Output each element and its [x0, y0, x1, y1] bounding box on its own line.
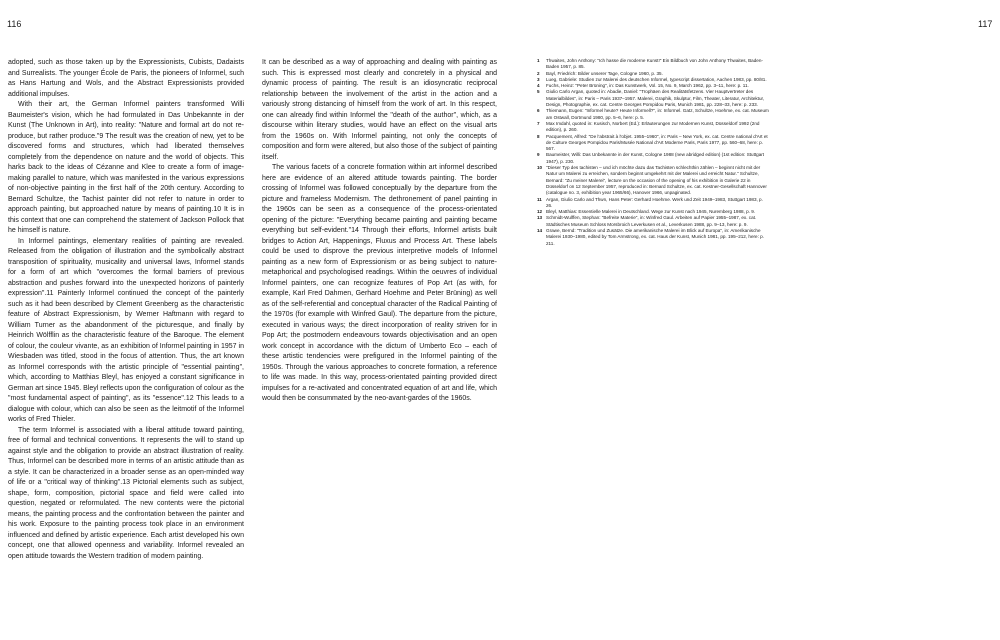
footnote-text: Thwaites, John Anthony: "Ich hasse die moderne Kunst!" Ein Bildbuch von John Anthony Thwaites, Baden-Baden 1957, p. 85. [546, 58, 763, 70]
footnote-text: Max Imdahl, quoted in: Kusisch, Norbert (Ed.): Erläuterungen zur Modernen Kunst, Düsseldorf 1992 (2nd edition), p. 260. [546, 120, 760, 133]
paragraph: In Informel paintings, elementary realities of painting are revealed. Released from the obligation of illustration and the symbolically abstract transposition of spirituality, musicality and universal laws, Informel stands for a form of art which "overcomes the formal barriers of previous abstraction and pushes forward into the unexpected horizons of painterly expression".11 Painterly Informel continued the concept of the painterly such as it had been described by Clement Greenberg as the characteristic feature of Abstract Expressionism, by Werner Haftmann with regard to William Turner as the abandonment of the picturesque, and finally by Heinrich Wölfflin as the characteristic feature of the Baroque. The element of colour, the couleur vivante, as an exhibition of Informel painting in 1957 in Wiesbaden was titled, stood in the focus of attention. Thus, the art known as Informel corresponds with the artistic principle of "essential painting", which, according to Matthias Bleyl, has enjoyed a constant significance in German art since 1945. Bleyl reflects upon the configuration of colour as the "most fundamental aspect of painting", as its "essence".12 This leads to a dialogue with colour, which can also be seen as the leitmotif of the Informel works of Fred Thieler. [8, 237, 244, 423]
footnote-number: 11 [537, 196, 542, 202]
footnote [537, 228, 769, 247]
footnote [537, 108, 769, 121]
footnote-text: Schmidt-Wulffen, Stephan: "Befreite Materie", in: Winfred Gaul. Arbeiten auf Papier 1955–1987, ex. cat. Städtisches Museum Schloss Morsbroich Leverkusen et al., Leverkusen 1988, pp. 9–13, here: p. 9. [546, 215, 757, 227]
footnote-number: 9 [537, 152, 540, 158]
footnote-text: Bleyl, Matthias: Essentielle Malerei in Deutschland. Wege zur Kunst nach 1945, Nuremberg 1988, p. 9. [546, 209, 756, 215]
footnote-number: 6 [537, 108, 540, 114]
footnote-number: 10 [537, 165, 543, 171]
paragraph: adopted, such as those taken up by the Expressionists, Cubists, Dadaists and Surrealists. The younger École de Paris, the pioneers of Informel, such as Hans Hartung and Wols, and the Abstract Expressionists provided additional impulses. [8, 59, 244, 98]
footnote-number: 8 [537, 133, 540, 139]
footnote-number: 7 [537, 120, 540, 126]
footnote [537, 165, 769, 196]
footnote [537, 89, 769, 108]
footnote-text: Bayl, Friedrich: Bilder unserer Tage, Cologne 1960, p. 35. [546, 70, 663, 76]
text-column-middle [262, 58, 497, 405]
footnote-text: Baumeister, Willi: Das Unbekannte in der Kunst, Cologne 1988 (new abridged edition) (1st edition: Stuttgart 1947), p. 230. [546, 152, 765, 164]
footnote [537, 58, 769, 71]
footnote-number: 2 [537, 70, 540, 76]
footnote [537, 152, 769, 165]
footnotes [537, 58, 769, 247]
footnote-number: 12 [537, 209, 543, 215]
paragraph: It can be described as a way of approaching and dealing with painting as such. This is expressed most clearly and concretely in a physical and dynamic process of painting. The result is an idiosyncratic reciprocal relationship between the involvement of the artist in the action and a variously strong distancing of himself from the work of art. In this respect, one can already find within Informel the "death of the author", which, as a discourse within literary studies, would have an effect on the visual arts from the 1960s on. With Informel painting, not only the concepts of composition and form were altered, but also those of the subject of painting itself. [262, 59, 497, 161]
footnote-number: 4 [537, 83, 540, 89]
footnote [537, 215, 769, 228]
footnote-text: Fuchs, Heinz: "Peter Brüning", in: Das Kunstwerk, Vol. 15, No. 9, March 1962, pp. 3–11, here: p. 11. [546, 83, 749, 89]
page-number-right: 117 [978, 19, 993, 29]
footnote-text: "Dieser Typ des tachisten – und ich möchte dazu das Tachisten schlechthin zählen – beginnt nicht mit der Natur um Malerei zu erreichen, sondern beginnt umgekehrt mit der Malerei und erreicht Natur." Schultze, Bernard: "Zu meiner Malerei", lecture on the occasion of the opening of his exhibition in Galerie 22 in Düsseldorf on 12 September 1957, reproduced in: Bernard Schultze, ex. cat. Kestner-Gesellschaft Hannover (catalogue no. 3, exhibition year 1965/66), Hanover 1966, unpaginated. [546, 165, 767, 196]
footnote-text: Pacquement, Alfred: "De l'abstrait à l'objet. 1955–1960", in: Paris – New York, ex. cat. Centre national d'Art et de Culture Georges Pompidou Paris/Musée National d'Art Moderne Paris, Paris 1977, pp. 560–68, here: p. 567. [546, 133, 768, 152]
footnote-text: Lueg, Gabriele: Studien zur Malerei des deutschen Informel, typescript dissertation, Aachen 1983, pp. 80/81. [546, 76, 767, 82]
footnote-text: Thiemann, Eugen: "Informel heute? Heute Informell?", in: Informel. Gatz, Schultze, Hoehme, ex. cat. Museum am Ostwall, Dortmund 1980, pp. 5–6, here: p. 5. [546, 108, 769, 120]
footnote-number: 1 [537, 58, 540, 63]
footnote-number: 13 [537, 215, 543, 221]
page-number-left: 116 [7, 19, 22, 29]
footnote-number: 14 [537, 228, 543, 234]
paragraph: The term Informel is associated with a liberal attitude toward painting, free of formal and technical conventions. It represents the will to stand up against style and the obligation to provide an abstract illustration of reality. Thus, Informel can be described more in terms of an artistic attitude than as a style. It can be characterized in a broader sense as an open-minded way of life or a "critical way of thinking".13 Pictorial elements such as subject, shape, form, composition, pictorial space and field were called into question, negated or reformulated. The new contents were the pictorial means, the painting process and the confrontation between the painter and his work. Exposure to the painting process took place in an environment influenced and defined by artistic experience. Each artist developed his own concept, one that allowed openness and variability. Informel revealed an open attitude towards the Western tradition of modern painting. [8, 426, 244, 560]
text-column-left [8, 58, 244, 562]
paragraph: The various facets of a concrete formation within art informel described here are evidence of an altered attitude towards painting. The border crossing of Informel was followed conceptually by the departure from the picture and frameless Modernism. The dethronement of panel painting in the 1960s can be seen as a consequence of the process-orientated opening of the picture: "Everything became painting and painting became everything but self-evident."14 Through their efforts, Informel artists built bridges to Action Art, Happenings, Fluxus and Process Art. These labels could be used to disprove the previous interpretive models of Informel painting as a new form of Expressionism or as being subject to nature-metaphorical and psychologised readings. Within the oeuvres of individual Informel painters, one can recognize features of Pop Art (as with, for example, Karl Fred Dahmen, Gerhard Hoehme and Peter Brüning) as well as of the self-referential and conceptual character of the Radical Painting of the 1970s (for example with Winfred Gaul). The departure from the picture, executed in various ways; the direct incorporation of reality striven for in Pop Art; the postmodern endeavours towards objectivisation and an open work concept in accordance with the dictum of Umberto Eco – each of these artistic tendencies were prefigured in the Informel painting of the 1950s. Through the various approaches to concrete formation, a reference to life was made. In this way, process-orientated painting provided direct impulses for a re-activated and concentrated equation of art and life, which would then be consummated by the neo-avant-gardes of the 1960s. [262, 164, 497, 402]
footnote [537, 197, 769, 210]
paragraph: With their art, the German Informel painters transformed Willi Baumeister's vision, which he had formulated in Das Unbekannte in der Kunst (The Unknown in Art), into reality: "Nature and formal art do not re-produce, but rather produce."9 The result was the creation of new, yet to be discovered forms and structures, which had liberated themselves completely from the dependence on nature and the world of objects. This harks back to the ideas of Cézanne and Klee to create a form of image-making parallel to nature, which was manifested in the various expressions of non-objective painting in the first half of the 20th century. According to Bernard Schultze, the Tachist painter did not refer to nature in order to approach painting, but approached nature by means of painting.10 It is in this context that one can comprehend the statement of Jackson Pollock that he himself is nature. [8, 101, 244, 234]
footnote [537, 121, 769, 134]
footnote-text: Giulio Carlo Argan, quoted in: Abadie, Daniel: "Trophäen des Realitätsfetzens. Vier Hauptvertreter des Materialbildes", in: Paris – Paris 1937–1957. Malerei, Graphik, Skulptur, Film, Theater, Literatur, Architektur, Design, Photographie, ex. cat. Centre Georges Pompidou Paris, Munich 1981, pp. 228–33, here: p. 233. [546, 89, 765, 108]
footnote-text: Argan, Giulio Carlo and Thwn, Hans Peter: Gerhard Hoehme. Werk und Zeit 1949–1983, Stuttgart 1983, p. 26. [546, 196, 763, 208]
footnote-number: 5 [537, 89, 540, 95]
footnote [537, 134, 769, 153]
footnote-number: 3 [537, 76, 540, 82]
footnote-text: Grawe, Bernd: "Tradition und Zusätze. Die amerikanische Malerei im Blick auf Europa", in: Amerikanische Malerei 1930–1980, edited by Tom Armstrong, ex. cat. Haus der Kunst, Munich 1981, pp. 195–212, here: p. 211. [546, 228, 764, 246]
